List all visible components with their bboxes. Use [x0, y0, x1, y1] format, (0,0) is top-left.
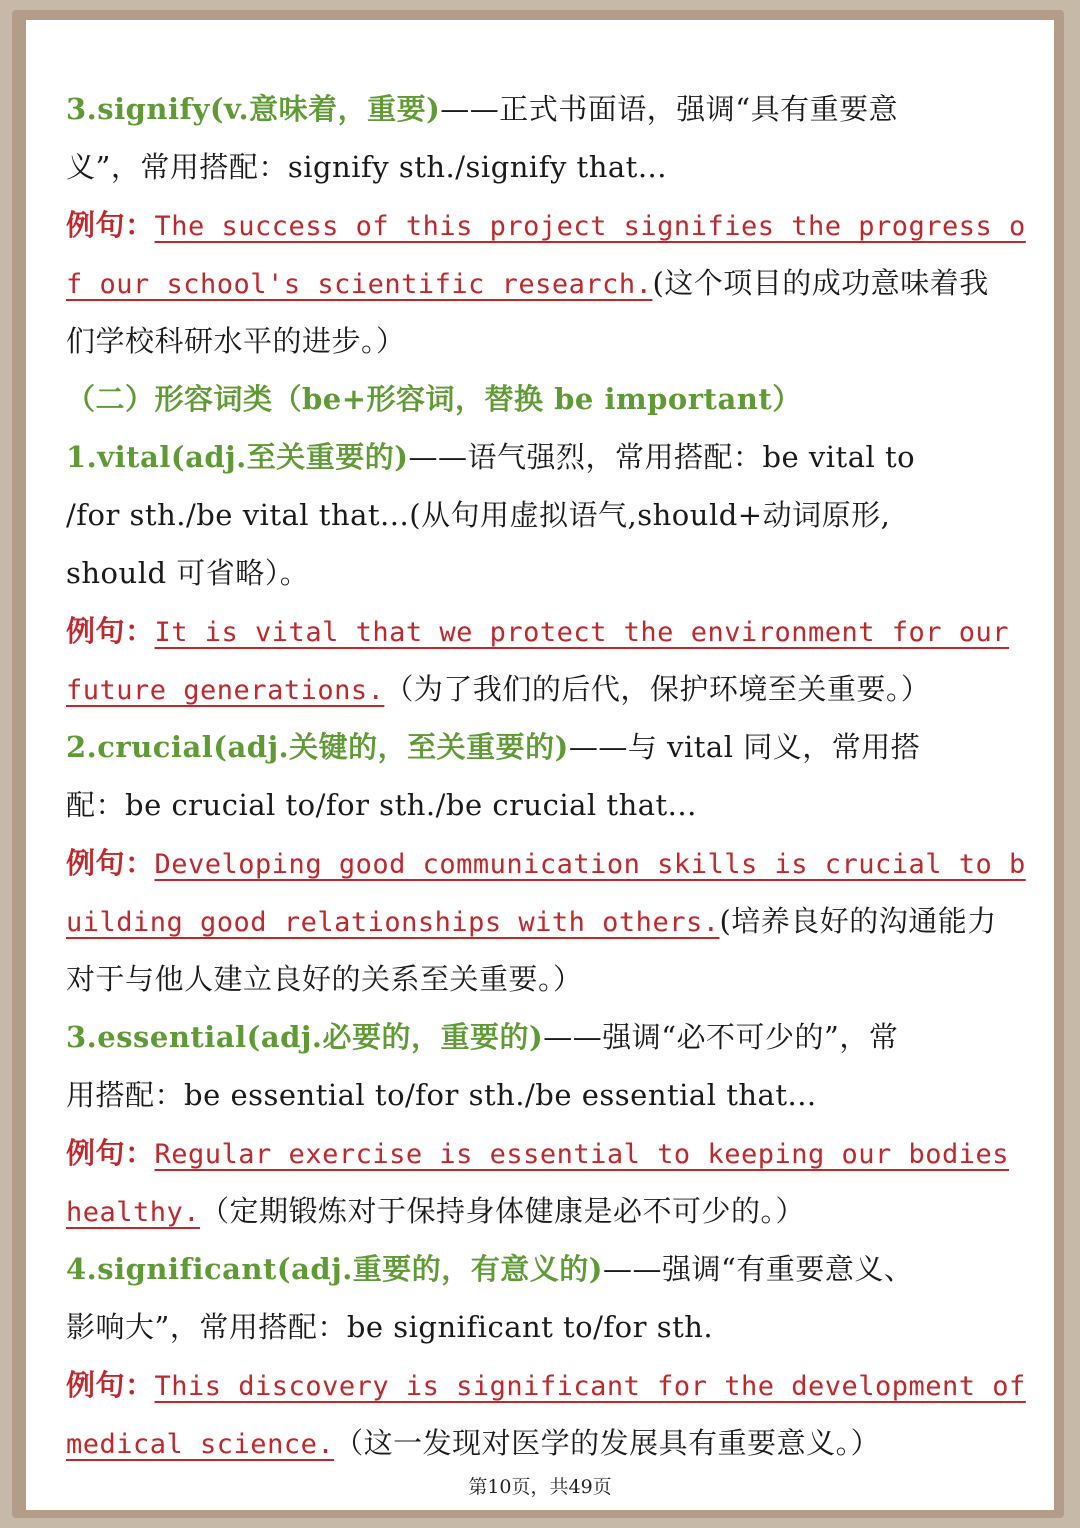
page-number-footer: 第10页，共49页 [468, 1476, 612, 1498]
crucial-example-2: uilding good relationships with others. [66, 907, 720, 938]
vital-example-line-1 [66, 602, 1016, 660]
significant-example-line-2 [66, 1414, 1016, 1472]
crucial-desc-2: 配：be crucial to/for sth./be crucial that... [66, 788, 697, 822]
vital-line-3 [66, 544, 1016, 602]
significant-line-1 [66, 1240, 1016, 1298]
signify-heading: 3.signify(v.意味着，重要) [66, 92, 441, 126]
essential-desc-2: 用搭配：be essential to/for sth./be essential that... [66, 1078, 817, 1112]
signify-desc-1: ——正式书面语，强调“具有重要意 [440, 92, 899, 126]
signify-translation-1: (这个项目的成功意味着我 [652, 266, 989, 300]
crucial-line-1 [66, 718, 1016, 776]
vital-heading: 1.vital(adj.至关重要的) [66, 440, 409, 474]
crucial-translation-1: (培养良好的沟通能力 [719, 904, 997, 938]
signify-desc-2: 义”，常用搭配：signify sth./signify that... [66, 150, 667, 184]
significant-example-line-1 [66, 1356, 1026, 1414]
signify-example-line-1 [66, 196, 1026, 254]
significant-heading: 4.significant(adj.重要的，有意义的) [66, 1252, 604, 1286]
crucial-example-1: Developing good communication skills is crucial to b [154, 849, 1026, 880]
essential-line-2 [66, 1066, 1016, 1124]
signify-example-2: f our school's scientific research. [66, 269, 653, 300]
document-content [66, 80, 1026, 1472]
vital-example-1: It is vital that we protect the environment for our [154, 617, 1010, 648]
example-label: 例句： [66, 614, 155, 648]
essential-desc-1: ——强调“必不可少的”，常 [543, 1020, 899, 1054]
example-label: 例句： [66, 208, 155, 242]
crucial-line-2 [66, 776, 1016, 834]
significant-translation: （这一发现对医学的发展具有重要意义。） [334, 1426, 881, 1460]
significant-line-2 [66, 1298, 1016, 1356]
signify-translation-line [66, 312, 1016, 370]
essential-line-1 [66, 1008, 1016, 1066]
section-2-heading: （二）形容词类（be+形容词，替换 be important） [66, 382, 802, 416]
signify-example-1: The success of this project signifies the progress o [154, 211, 1026, 242]
crucial-example-line-1 [66, 834, 1026, 892]
vital-desc-1: ——语气强烈，常用搭配：be vital to [408, 440, 916, 474]
vital-example-2: future generations. [66, 675, 385, 706]
essential-translation: （定期锻炼对于保持身体健康是必不可少的。） [200, 1194, 806, 1228]
example-label: 例句： [66, 1368, 155, 1402]
example-label: 例句： [66, 1136, 155, 1170]
vital-desc-3: should 可省略）。 [66, 556, 310, 590]
signify-example-line-2 [66, 254, 1016, 312]
essential-example-line-2 [66, 1182, 1016, 1240]
signify-line-2 [66, 138, 1016, 196]
essential-heading: 3.essential(adj.必要的，重要的) [66, 1020, 544, 1054]
essential-example-line-1 [66, 1124, 1016, 1182]
essential-example-1: Regular exercise is essential to keeping our bodies [154, 1139, 1010, 1170]
significant-example-2: medical science. [66, 1429, 335, 1460]
crucial-heading: 2.crucial(adj.关键的，至关重要的) [66, 730, 569, 764]
significant-example-1: This discovery is significant for the development of [154, 1371, 1026, 1402]
vital-line-1 [66, 428, 1016, 486]
crucial-desc-1: ——与 vital 同义，常用搭 [568, 730, 921, 764]
vital-line-2 [66, 486, 1016, 544]
signify-translation-2: 们学校科研水平的进步。） [66, 324, 406, 358]
crucial-translation-2: 对于与他人建立良好的关系至关重要。） [66, 962, 583, 996]
vital-desc-2: /for sth./be vital that...(从句用虚拟语气,should+动词原形, [66, 498, 891, 532]
vital-translation: （为了我们的后代，保护环境至关重要。） [384, 672, 931, 706]
significant-desc-2: 影响大”，常用搭配：be significant to/for sth. [66, 1310, 714, 1344]
crucial-example-line-2 [66, 892, 1016, 950]
signify-line-1 [66, 80, 1016, 138]
essential-example-2: healthy. [66, 1197, 201, 1228]
example-label: 例句： [66, 846, 155, 880]
section-2-heading-line [66, 370, 1016, 428]
crucial-translation-line [66, 950, 1016, 1008]
significant-desc-1: ——强调“有重要意义、 [603, 1252, 914, 1286]
document-page [26, 20, 1054, 1510]
vital-example-line-2 [66, 660, 1016, 718]
